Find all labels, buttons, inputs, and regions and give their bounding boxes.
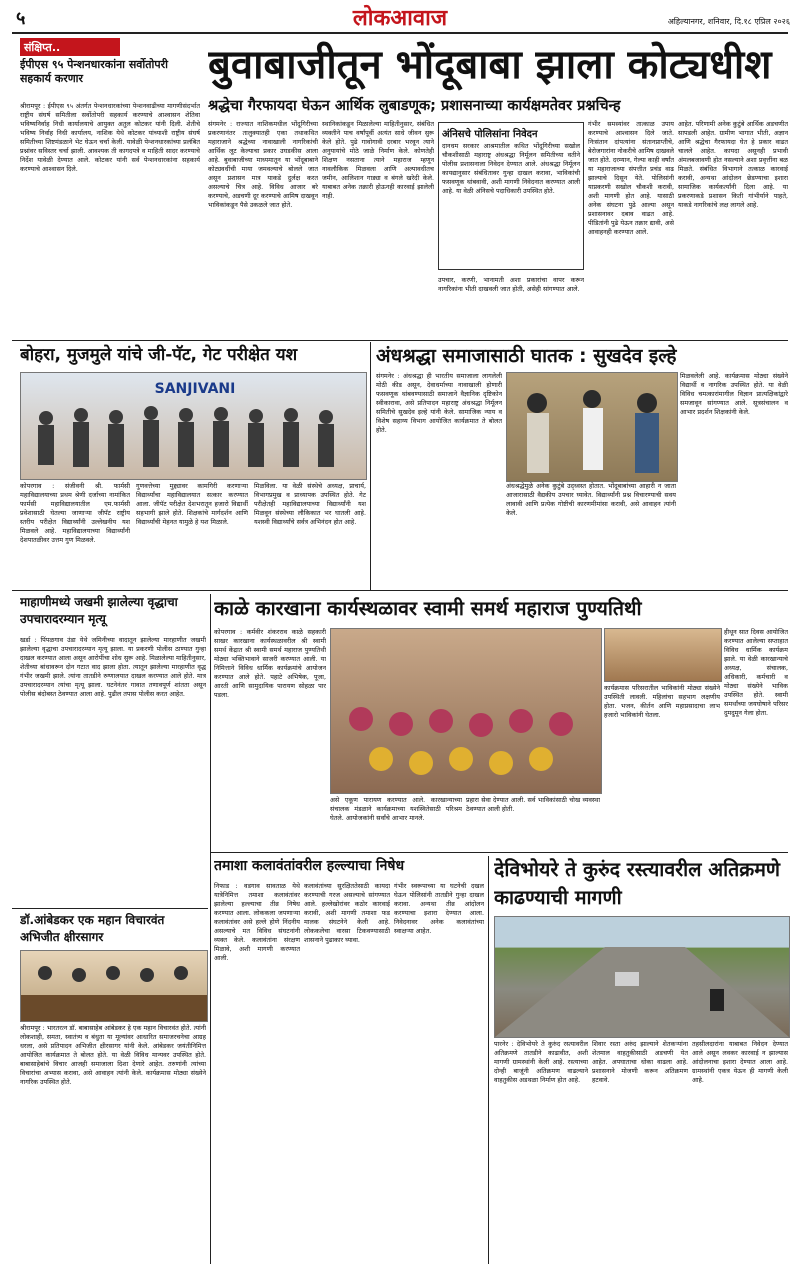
kale-body1: कोपरगाव : कर्मवीर शंकरराव काळे सहकारी साखर कारखाना कार्यस्थळावरील श्री स्वामी समर्थ केंद्रात श्री स्वामी समर्थ महाराज पुण्यतिथी मोठ्या भक्तिभावाने साजरी करण्यात आली. या निमित्ताने विविध धार्मिक कार्यक्रमांचे आयोजन करण्यात आले होते. पहाटे अभिषेक, पूजा, आरती आणि सामुदायिक पारायण सोहळा पार पडला. bbox=[214, 628, 326, 699]
anis-box-body: दानधम सरकार आश्रमातील कथित भोंदूगिरीच्या सखोल चौकशीसाठी महाराष्ट्र अंधश्रद्धा निर्मूलन समितीच्या वतीने पोलीस प्रशासनाला निवेदन देण्यात आले. अंधश्रद्धा निर्मूलन कायद्यानुसार संबंधितावर गुन्हा दाखल करावा, भाविकांची फसवणूक थांबवावी, अशी मागणी निवेदनात करण्यात आली आहे. या वेळी अंनिसचे पदाधिकारी उपस्थित होते. bbox=[442, 142, 580, 195]
rule-3 bbox=[210, 852, 788, 853]
andh-photo bbox=[506, 372, 678, 482]
kale-body4: प्रहारा सेवा देण्यात आली. सर्व भाविकांसाठी चोख व्यवस्था ठेवण्यात आली होती. bbox=[466, 796, 600, 813]
kale-photo-2 bbox=[604, 628, 722, 682]
dateline: अहिल्यानगर, शनिवार, दि.१८ एप्रिल २०२६ bbox=[667, 17, 790, 26]
vrule-1 bbox=[370, 342, 371, 590]
sanjivani-banner: SANJIVANI bbox=[154, 381, 236, 397]
group-people-image bbox=[21, 373, 366, 479]
kale-body3: असे एकूण पारायण करण्यात आले. कारखान्याच्या संचालक मंडळाने कार्यक्रमाच्या यशस्वितेसाठी परिश्रम घेतले. आयोजकांनी सर्वांचे आभार मानले. bbox=[330, 796, 462, 822]
mahar-headline: माहाणीमध्ये जखमी झालेल्या वृद्धाचा उपचारादरम्यान मृत्यू bbox=[20, 595, 178, 626]
sankshipt-title: ईपीएस ९५ पेन्शनधारकांना सर्वोतोपरी सहकार्य करणार bbox=[20, 58, 168, 85]
bohra-body2: गुणवत्तेच्या मुद्द्यावर कामगिरी करणाऱ्या विद्यार्थ्यांचा महाविद्यालयात सत्कार करण्यात आला. जीपॅट परीक्षेत देशभरातून हजारो विद्यार्थी सहभागी झाले होते. शिक्षकांचे मार्गदर्शन आणि विद्यार्थ्यांची मेहनत यामुळे हे यश मिळाले. bbox=[136, 482, 248, 526]
speaker-image bbox=[507, 373, 677, 481]
andh-body2: अंधश्रद्धेमुळे अनेक कुटुंबे उद्ध्वस्त होतात. भोंदूबाबांच्या आहारी न जाता आजारासाठी वैद्यकीय उपचार घ्यावेत. विद्यार्थ्यांनी प्रश्न विचारण्याची सवय लावावी आणि प्रत्येक गोष्टीची कारणमीमांसा करावी, असे आवाहन त्यांनी केले. bbox=[506, 482, 676, 517]
header-rule bbox=[12, 32, 788, 34]
andh-body3: मिळवलेली आहे. कार्यक्रमास मोठ्या संख्येने विद्यार्थी व नागरिक उपस्थित होते. या वेळी विविध चमत्कारांमागील विज्ञान प्रात्यक्षिकांद्वारे समजावून सांगण्यात आले. सूत्रसंचालन व आभार प्रदर्शन शिक्षकांनी केले. bbox=[680, 372, 788, 416]
tamasha-body3: गंभीर स्वरूपाच्या या घटनेची दखल घेऊन पोलिसांनी तातडीने गुन्हा दाखल करावा. अन्यथा तीव्र आंदोलन करण्याचा इशारा देण्यात आला. निवेदनावर अनेक कलावंतांच्या स्वाक्षऱ्या आहेत. bbox=[394, 882, 484, 935]
event-image bbox=[21, 951, 207, 1021]
sankshipt-body: श्रीरामपूर : ईपीएस ९५ अंतर्गत पेन्शनधारकांच्या पेन्शनवाढीच्या मागणीसंदर्भात राष्ट्रीय संघर्ष समितीला सर्वोतोपरी सहकार्य करण्याचे आश्वासन शेतिवा भविष्यनिर्वाह निधी कार्यालयाचे आयुक्त अतुल कोटकर यांनी दिली. शेतीचे भविष्य निर्वाह निधी कार्यालय, नाशिक येथे कोटकर यांच्याशी राष्ट्रीय संघर्ष समितीच्या शिष्टमंडळाने भेट घेऊन चर्चा केली. यावेळी पेन्शनधारकांच्या प्रलंबित प्रश्नांवर सविस्तर चर्चा झाली. आवश्यक ती कागदपत्रे व माहिती सादर करण्याचे निर्देश यावेळी देण्यात आले. कोटकर यांनी सर्व पेन्शनधारकांना सहकार्य करण्याचे आश्वासन दिले. bbox=[20, 102, 200, 173]
devi-body2: शिवार रस्ता अरुंद झाल्याने शेतकऱ्यांना शेतमाल वाहतुकीसाठी अडचणी येत आहेत. अपघाताचा धोका वाढला आहे. प्रशासनाने मोजणी करून अतिक्रमण हटवावे. bbox=[592, 1040, 688, 1084]
devotees-image bbox=[331, 629, 601, 793]
andh-body1: संगमनेर : अंधश्रद्धा ही भारतीय समाजाला लागलेली मोठी कीड असून, देवाधर्माच्या नावाखाली होणारी फसवणूक थांबवण्यासाठी समाजाने वैज्ञानिक दृष्टिकोन स्वीकारावा, असे प्रतिपादन महाराष्ट्र अंधश्रद्धा निर्मूलन समितीचे सुखदेव इल्हे यांनी केले. सामाजिक न्याय व विशेष सहाय्य विभाग आयोजित कार्यक्रमात ते बोलत होते. bbox=[376, 372, 502, 434]
bohra-headline: बोहरा, मुजमुले यांचे जी-पॅट, गेट परीक्षेत यश bbox=[20, 345, 298, 365]
page-number: ५ bbox=[16, 8, 26, 29]
ambedkar-photo bbox=[20, 950, 208, 1022]
bohra-photo bbox=[20, 372, 367, 480]
rule-left-1 bbox=[12, 908, 208, 909]
anis-box-title: अंनिसचे पोलिसांना निवेदन bbox=[442, 129, 538, 140]
lead-col4: गंभीर समस्यांवर तात्काळ उपाय करण्याचे आश्वासन दिले जाते. निःसंतान दांपत्यांना संतानप्राप्तीचे, बेरोजगारांना नोकरीचे आमिष दाखवले जात होते. दरम्यान, गेल्या काही वर्षांत या महाराजाच्या संपत्तीत प्रचंड वाढ झाल्याचे दिसून येते. पोलिसांनी याप्रकरणी सखोल चौकशी करावी, अशी मागणी होत आहे. यासाठी अनेक संघटना पुढे आल्या असून प्रशासनावर दबाव वाढत आहे. पीडितांनी पुढे येऊन तक्रार द्यावी, असे आवाहनही करण्यात आले. bbox=[588, 120, 674, 236]
devi-body1: पारनेर : देविभोयरे ते कुरुंद रस्त्यावरील अतिक्रमणे तातडीने काढावीत, अशी मागणी ग्रामस्थांनी केली आहे. रस्त्याच्या दोन्ही बाजूंनी अतिक्रमण वाढल्याने वाहतुकीस अडथळा निर्माण होत आहे. bbox=[494, 1040, 588, 1084]
devi-body3: तहसीलदारांना याबाबत निवेदन देण्यात आले असून लवकर कारवाई न झाल्यास आंदोलनाचा इशारा देण्यात आला आहे. ग्रामस्थांनी एकत्र येऊन ही मागणी केली आहे. bbox=[692, 1040, 788, 1084]
devi-photo bbox=[494, 916, 790, 1038]
tamasha-body2: कलावंतांच्या सुरक्षिततेसाठी कायदा करण्याची गरज असल्याचे सांगण्यात आले. हल्लेखोरांवर कठोर कारवाई करावी, अशी मागणी तमाशा फड मालक संघटनेने केली आहे. लोककलेचा वारसा टिकवण्यासाठी शासनाने पुढाकार घ्यावा. bbox=[304, 882, 390, 944]
kale-headline: काळे कारखाना कार्यस्थळावर स्वामी समर्थ महाराज पुण्यतिथी bbox=[214, 597, 642, 620]
rule-2 bbox=[12, 590, 788, 591]
kale-body5: हीथून सात दिवस आयोजित करण्यात आलेल्या सप्ताहात विविध धार्मिक कार्यक्रम झाले. या वेळी कारखान्याचे अध्यक्ष, संचालक, अधिकारी, कर्मचारी व मोठ्या संख्येने भाविक उपस्थित होते. स्वामी समर्थांच्या जयघोषाने परिसर दुमदुमून गेला होता. bbox=[724, 628, 788, 717]
road-image bbox=[495, 917, 789, 1037]
devi-headline: देविभोयरे ते कुरुंद रस्त्यावरील अतिक्रमणे काढण्याची मागणी bbox=[494, 858, 781, 909]
sankshipt-label: संक्षिप्त.. bbox=[20, 38, 120, 56]
vrule-2 bbox=[210, 594, 211, 1264]
rule-1 bbox=[12, 340, 788, 341]
anis-box bbox=[438, 122, 584, 270]
lead-col1: संगमनेर : राज्यात नाशिकमधील भोंदूगिरीच्या प्रकरणानंतर तालुक्यातही एका तथाकथित महाराजाने श्रद्धेच्या नावाखाली नागरिकांची आर्थिक लूट केल्याचा प्रकार उघडकीस आला आहे. बुवाबाजीच्या माध्यमातून या भोंदूबाबाने कोट्यवधींची माया जमवल्याचे बोलले जात असून प्रशासन मात्र याकडे दुर्लक्ष करत असल्याचे चित्र आहे. विविध आजार बरे करण्याचे, अडचणी दूर करण्याचे आमिष दाखवून भाविकांकडून पैसे उकळले जात होते. bbox=[208, 120, 318, 209]
mahar-body: खर्डा : पिंपळगाव उंडा येथे जमिनीच्या वादातून झालेल्या मारहाणीत जखमी झालेल्या वृद्धाचा उपचारादरम्यान मृत्यू झाला. या प्रकरणी पोलीस ठाण्यात गुन्हा दाखल करण्यात आला असून आरोपींचा शोध सुरू आहे. मिळालेल्या माहितीनुसार, शेतीच्या बांधावरून दोन गटात वाद झाला होता. त्यातून झालेल्या मारहाणीत वृद्ध गंभीर जखमी झाले. त्यांना तातडीने रुग्णालयात दाखल करण्यात आले होते. मात्र उपचारादरम्यान त्यांचा मृत्यू झाला. घटनेनंतर गावात तणावपूर्ण शांतता असून पोलीस बंदोबस्त ठेवण्यात आला आहे. पुढील तपास पोलीस करत आहेत. bbox=[20, 636, 206, 698]
masthead: लोकआवाज bbox=[352, 6, 448, 31]
tamasha-headline: तमाशा कलावंतांवरील हल्ल्याचा निषेध bbox=[214, 858, 405, 874]
ambedkar-body: श्रीरामपूर : भारतरत्न डॉ. बाबासाहेब आंबेडकर हे एक महान विचारवंत होते. त्यांनी लोकशाही, समता, स्वातंत्र्य व बंधुता या मूल्यांवर आधारित समाजरचनेचा आग्रह धरला, असे प्रतिपादन अभिजीत क्षीरसागर यांनी केले. आंबेडकर जयंतीनिमित्त आयोजित कार्यक्रमात ते बोलत होते. या वेळी विविध मान्यवर उपस्थित होते. बाबासाहेबांचे विचार आजही समाजाला दिशा देणारे आहेत. तरुणांनी त्यांच्या विचारांचा अभ्यास करावा, असे आवाहन त्यांनी केले. कार्यक्रमास मोठ्या संख्येने नागरिक उपस्थित होते. bbox=[20, 1024, 206, 1086]
lead-col2: स्थानिकांकडून मिळालेल्या माहितीनुसार, संबंधित व्यक्तीने पाच वर्षांपूर्वी अत्यंत साधे जीवन सुरू केले होते. पुढे गावोगावी दरबार भरवून त्याने अनुयायांचे मोठे जाळे निर्माण केले. कोणतेही शिक्षण नसताना त्याने महाराज म्हणून नावलौकिक मिळवला आणि अल्पावधीतच जमीन, आलिशान गाड्या व बंगले खरेदी केले. याबाबत अनेक तक्रारी होऊनही कारवाई झालेली नाही. bbox=[322, 120, 434, 200]
kale-body2: कार्यक्रमास परिसरातील भाविकांनी मोठ्या संख्येने उपस्थिती लावली. महिलांचा सहभाग लक्षणीय होता. भजन, कीर्तन आणि महाप्रसादाचा लाभ हजारो भाविकांनी घेतला. bbox=[604, 684, 720, 719]
tamasha-body1: निफाड : वडगाव सावताळ येथे यात्रेनिमित्त तमाशा कलावंतांवर झालेल्या हल्ल्याचा तीव्र निषेध करण्यात आला. लोककला जपणाऱ्या कलावंतांवर असे हल्ले होणे निंदनीय असल्याचे मत विविध संघटनांनी व्यक्त केले. कलावंतांना संरक्षण मिळावे, अशी मागणी करण्यात आली. bbox=[214, 882, 300, 962]
ambedkar-headline: डॉ.आंबेडकर एक महान विचारवंत अभिजीत क्षीरसागर bbox=[20, 913, 165, 944]
lead-col3b: उपचार, करणी, भानामती अशा प्रकारांचा वापर करून नागरिकांना भीती दाखवली जात होती, असेही सांगण्यात आले. bbox=[438, 276, 584, 293]
bohra-body1: कोपरगाव : संजीवनी श्री. फार्मसी महाविद्यालयाच्या प्रथम श्रेणी दर्जाच्या नामांकित फार्मसी महाविद्यालयातील एम.फार्मसी प्रवेशासाठी घेतल्या जाणाऱ्या जीपॅट राष्ट्रीय स्तरीय परीक्षेत विद्यार्थ्यांनी उल्लेखनीय यश मिळवले आहे. महाविद्यालयाच्या विद्यार्थ्यांनी देशपातळीवर उत्तम गुण मिळवले. bbox=[20, 482, 130, 544]
lead-col5: आहेत. परिणामी अनेक कुटुंबे आर्थिक अडचणीत सापडली आहेत. ग्रामीण भागात भीती, अज्ञान आणि श्रद्धेचा गैरफायदा घेत हे प्रकार वाढत चालले आहेत. कायदा असूनही प्रभावी अंमलबजावणी होत नसल्याने अशा प्रवृत्तींना बळ मिळते. संबंधित विभागाने तत्काळ कारवाई करावी, अन्यथा आंदोलन छेडण्याचा इशारा सामाजिक कार्यकर्त्यांनी दिला आहे. या प्रकरणाकडे प्रशासन किती गांभीर्याने पाहते, याकडे नागरिकांचे लक्ष लागले आहे. bbox=[678, 120, 788, 209]
bohra-body3: मिळविला. या वेळी संस्थेचे अध्यक्ष, प्राचार्य, विभागप्रमुख व प्राध्यापक उपस्थित होते. गेट परीक्षेतही महाविद्यालयाच्या विद्यार्थ्यांनी यश मिळवून संस्थेच्या लौकिकात भर घातली आहे. यशस्वी विद्यार्थ्यांचे सर्वत्र अभिनंदन होत आहे. bbox=[254, 482, 366, 526]
kale-photo bbox=[330, 628, 602, 794]
vrule-3 bbox=[488, 856, 489, 1264]
andh-headline: अंधश्रद्धा समाजासाठी घातक : सुखदेव इल्हे bbox=[376, 345, 677, 367]
lead-subhead: श्रद्धेचा गैरफायदा घेऊन आर्थिक लुबाडणूक; प्रशासनाच्या कार्यक्षमतेवर प्रश्नचिन्ह bbox=[208, 98, 621, 114]
lead-headline: बुवाबाजीतून भोंदूबाबा झाला कोट्यधीश bbox=[208, 42, 772, 88]
